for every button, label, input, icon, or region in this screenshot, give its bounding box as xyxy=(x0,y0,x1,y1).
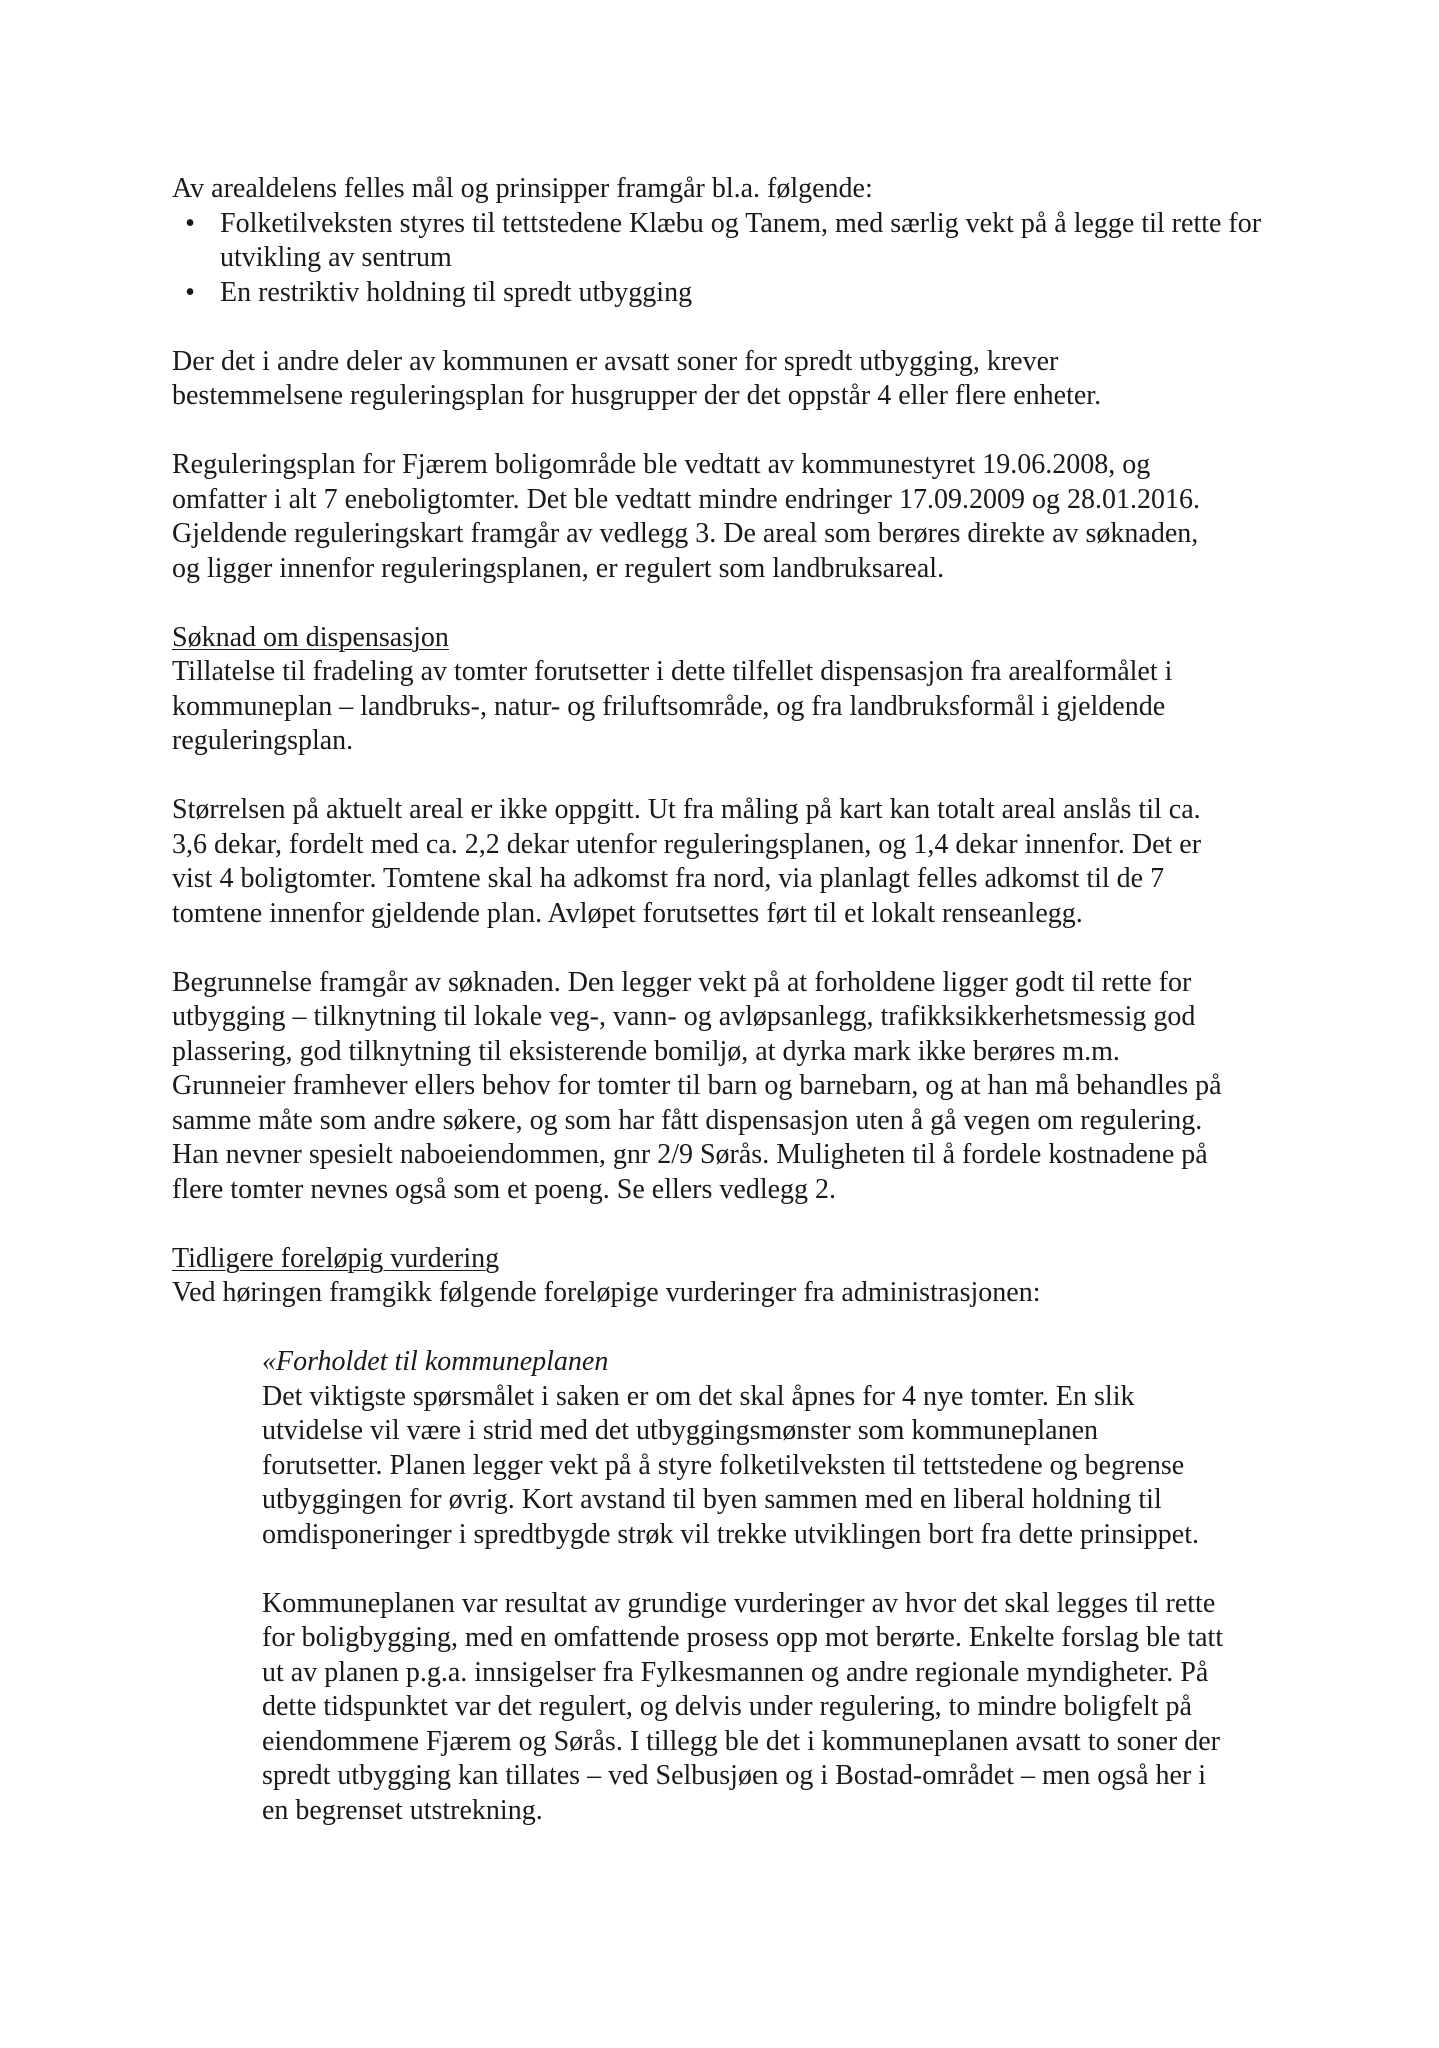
section-heading: Tidligere foreløpig vurdering xyxy=(172,1242,500,1274)
quote-heading: «Forholdet til kommuneplanen xyxy=(262,1346,609,1377)
bullet-icon: • xyxy=(185,276,195,308)
text-line: spredt utbygging kan tillates – ved Selbusjøen og i Bostad-området – men også her i xyxy=(262,1760,1207,1791)
paragraph-gap xyxy=(172,586,1282,621)
text-line: reguleringsplan. xyxy=(172,725,354,756)
list-item xyxy=(172,207,1282,276)
text-line: og ligger innenfor reguleringsplanen, er regulert som landbruksareal. xyxy=(172,552,945,584)
document-body xyxy=(172,172,1282,1828)
text-line: Reguleringsplan for Fjærem boligområde ble vedtatt av kommunestyret 19.06.2008, og xyxy=(172,449,1151,480)
bullet-icon: • xyxy=(185,207,195,239)
text-line: for boligbygging, med en omfattende prosess opp mot berørte. Enkelte forslag ble tatt xyxy=(262,1622,1224,1653)
paragraph-gap xyxy=(172,414,1282,449)
quoted-assessment xyxy=(262,1345,1272,1828)
text-line: vist 4 boligtomter. Tomtene skal ha adkomst fra nord, via planlagt felles adkomst til de 7 xyxy=(172,863,1165,894)
text-line: eiendommene Fjærem og Sørås. I tillegg ble det i kommuneplanen avsatt to soner der xyxy=(262,1725,1221,1757)
paragraph-gap xyxy=(172,759,1282,794)
text-line: Begrunnelse framgår av søknaden. Den legger vekt på at forholdene ligger godt til rette for xyxy=(172,966,1192,998)
section-heading: Søknad om dispensasjon xyxy=(172,621,449,653)
text-line: bestemmelsene reguleringsplan for husgrupper der det oppstår 4 eller flere enheter. xyxy=(172,380,1102,411)
text-line: Der det i andre deler av kommunen er avsatt soner for spredt utbygging, krever xyxy=(172,345,1059,377)
text-line: Tillatelse til fradeling av tomter forutsetter i dette tilfellet dispensasjon fra arealformålet i xyxy=(172,656,1173,687)
text-line: ut av planen p.g.a. innsigelser fra Fylkesmannen og andre regionale myndigheter. På xyxy=(262,1656,1209,1688)
text-line: dette tidspunktet var det regulert, og delvis under regulering, to mindre boligfelt på xyxy=(262,1691,1192,1722)
text-line: utvidelse vil være i strid med det utbyggingsmønster som kommuneplanen xyxy=(262,1415,1099,1446)
list-item-text: Folketilveksten styres til tettstedene Klæbu og Tanem, med særlig vekt på å legge til rette for utvikling av sentrum xyxy=(220,207,1262,273)
text-line: 3,6 dekar, fordelt med ca. 2,2 dekar utenfor reguleringsplanen, og 1,4 dekar innenfor. Det er xyxy=(172,828,1202,860)
paragraph-gap xyxy=(172,310,1282,345)
text-line: Grunneier framhever ellers behov for tomter til barn og barnebarn, og at han må behandles på xyxy=(172,1070,1222,1101)
paragraph-reguleringsplan xyxy=(172,448,1282,586)
principles-list xyxy=(172,207,1282,311)
paragraph-gap xyxy=(172,1311,1282,1346)
paragraph-spredt-utbygging xyxy=(172,345,1282,414)
section-soknad-om-dispensasjon xyxy=(172,621,1282,759)
text-line: utbyggingen for øvrig. Kort avstand til byen sammen med en liberal holdning til xyxy=(262,1484,1162,1515)
text-line: Kommuneplanen var resultat av grundige vurderinger av hvor det skal legges til rette xyxy=(262,1587,1216,1619)
text-line: plassering, god tilknytning til eksisterende bomiljø, at dyrka mark ikke berøres m.m. xyxy=(172,1035,1120,1067)
text-line: tomtene innenfor gjeldende plan. Avløpet forutsettes ført til et lokalt renseanlegg. xyxy=(172,897,1083,929)
text-line: Gjeldende reguleringskart framgår av vedlegg 3. De areal som berøres direkte av søknaden, xyxy=(172,518,1199,549)
text-line: kommuneplan – landbruks-, natur- og friluftsområde, og fra landbruksformål i gjeldende xyxy=(172,690,1166,722)
text-line: Det viktigste spørsmålet i saken er om det skal åpnes for 4 nye tomter. En slik xyxy=(262,1380,1135,1412)
text-line: samme måte som andre søkere, og som har fått dispensasjon uten å gå vegen om regulering. xyxy=(172,1104,1203,1136)
paragraph-begrunnelse xyxy=(172,966,1282,1208)
list-item xyxy=(172,276,1282,311)
text-line: utbygging – tilknytning til lokale veg-, vann- og avløpsanlegg, trafikksikkerhetsmessig god xyxy=(172,1001,1196,1032)
list-item-text: En restriktiv holdning til spredt utbygging xyxy=(220,276,693,308)
text-line: Han nevner spesielt naboeiendommen, gnr 2/9 Sørås. Muligheten til å fordele kostnadene på xyxy=(172,1139,1208,1170)
paragraph-gap xyxy=(172,1207,1282,1242)
text-line: omdisponeringer i spredtbygde strøk vil trekke utviklingen bort fra dette prinsippet. xyxy=(262,1518,1200,1550)
paragraph-gap xyxy=(172,931,1282,966)
text-line: omfatter i alt 7 eneboligtomter. Det ble vedtatt mindre endringer 17.09.2009 og 28.01.2016. xyxy=(172,483,1200,515)
text-line: en begrenset utstrekning. xyxy=(262,1794,543,1826)
text-line: flere tomter nevnes også som et poeng. Se ellers vedlegg 2. xyxy=(172,1173,837,1205)
text-line: Ved høringen framgikk følgende foreløpige vurderinger fra administrasjonen: xyxy=(172,1277,1041,1308)
text-line: Størrelsen på aktuelt areal er ikke oppgitt. Ut fra måling på kart kan totalt areal anslås til ca. xyxy=(172,794,1201,825)
paragraph-gap xyxy=(262,1552,1272,1587)
intro-line: Av arealdelens felles mål og prinsipper framgår bl.a. følgende: xyxy=(172,173,873,204)
text-line: forutsetter. Planen legger vekt på å styre folketilveksten til tettstedene og begrense xyxy=(262,1449,1185,1481)
section-tidligere-vurdering xyxy=(172,1242,1282,1311)
paragraph-storrelse xyxy=(172,793,1282,931)
